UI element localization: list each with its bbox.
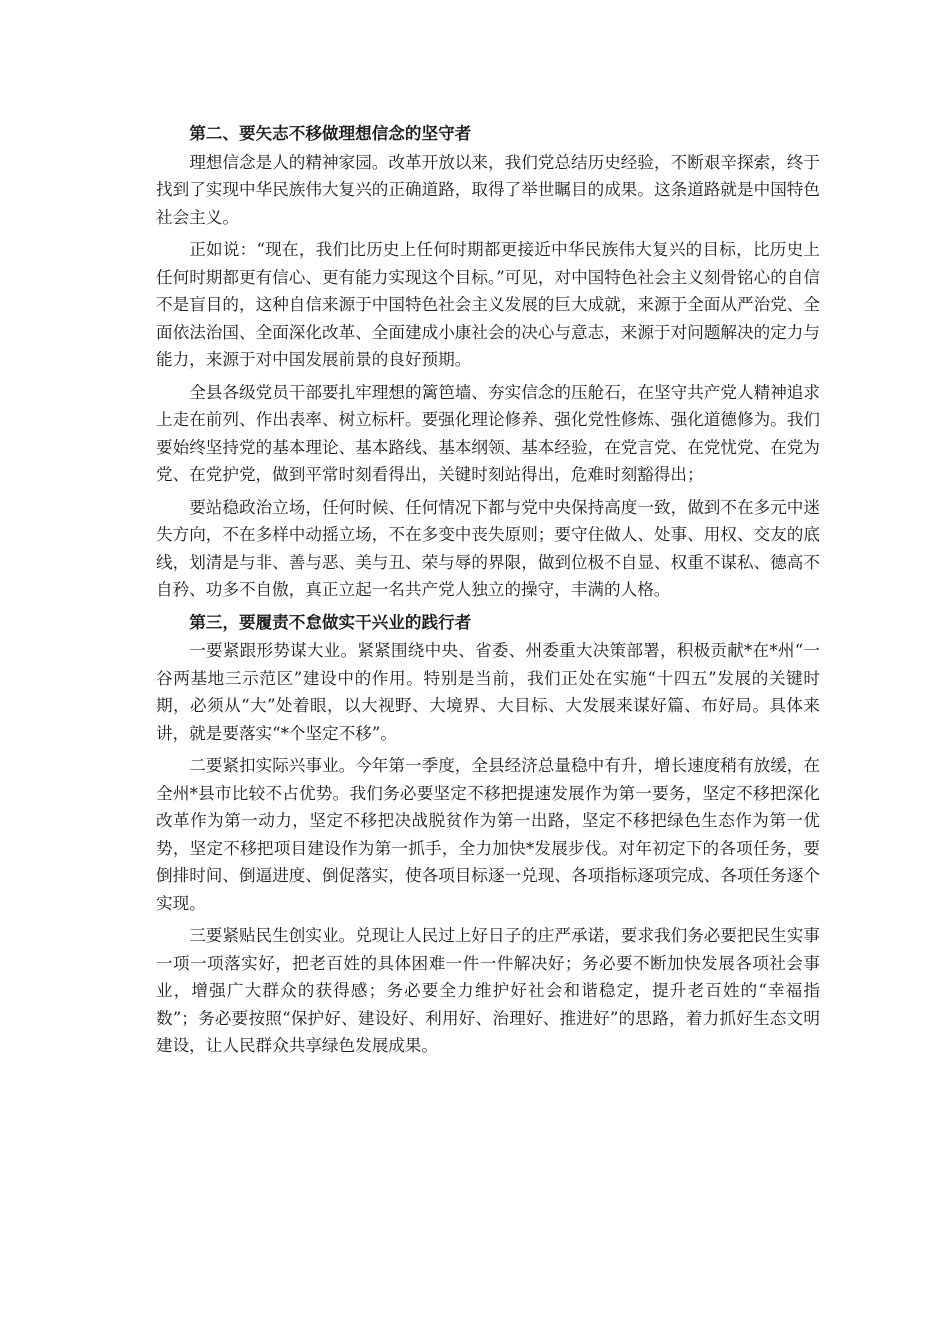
section-heading: 第三，要履责不怠做实干兴业的践行者 (189, 612, 472, 632)
paragraph: 一要紧跟形势谋大业。紧紧围绕中央、省委、州委重大决策部署，积极贡献*在*州“一谷两基地三示范区”建设中的作用。特别是当前，我们正处在实施“十四五”发展的关键时期，必须从“大”处着眼，以大视野、大境界、大目标、大发展来谋好篇、布好局。具体来讲，就是要落实“*个坚定不移”。 (156, 641, 820, 743)
paragraph: 全县各级党员干部要扎牢理想的篱笆墙、夯实信念的压舱石，在坚守共产党人精神追求上走在前列、作出表率、树立标杆。要强化理论修养、强化党性修炼、强化道德修为。我们要始终坚持党的基本理论、基本路线、基本纲领、基本经验，在党言党、在党忧党、在党为党、在党护党，做到平常时刻看得出，关键时刻站得出，危难时刻豁得出； (156, 382, 820, 484)
document-page (156, 120, 820, 1060)
paragraph: 正如说：“现在，我们比历史上任何时期都更接近中华民族伟大复兴的目标，比历史上任何时期都更有信心、更有能力实现这个目标。”可见，对中国特色社会主义刻骨铭心的自信不是盲目的，这种自信来源于中国特色社会主义发展的巨大成就，来源于全面从严治党、全面依法治国、全面深化改革、全面建成小康社会的决心与意志，来源于对问题解决的定力与能力，来源于对中国发展前景的良好预期。 (156, 240, 820, 369)
section-heading: 第二、要矢志不移做理想信念的坚守者 (189, 124, 472, 143)
paragraph: 理想信念是人的精神家园。改革开放以来，我们党总结历史经验，不断艰辛探索，终于找到了实现中华民族伟大复兴的正确道路，取得了举世瞩目的成果。这条道路就是中国特色社会主义。 (156, 152, 820, 227)
paragraph: 二要紧扣实际兴事业。今年第一季度，全县经济总量稳中有升，增长速度稍有放缓，在全州*县市比较不占优势。我们务必要坚定不移把提速发展作为第一要务，坚定不移把深化改革作为第一动力，坚定不移把决战脱贫作为第一出路，坚定不移把绿色生态作为第一优势，坚定不移把项目建设作为第一抓手，全力加快*发展步伐。对年初定下的各项任务，要倒排时间、倒逼进度、倒促落实，使各项目标逐一兑现、各项指标逐项完成、各项任务逐个实现。 (156, 756, 820, 913)
section-practice (156, 609, 820, 1060)
paragraph: 要站稳政治立场，任何时候、任何情况下都与党中央保持高度一致，做到不在多元中迷失方向，不在多样中动摇立场，不在多变中丧失原则；要守住做人、处事、用权、交友的底线，划清是与非、善与恶、美与丑、荣与辱的界限，做到位极不自显、权重不谋私、德高不自矜、功多不自傲，真正立起一名共产党人独立的操守，丰满的人格。 (156, 497, 820, 599)
section-ideals (156, 120, 820, 604)
paragraph: 三要紧贴民生创实业。兑现让人民过上好日子的庄严承诺，要求我们务必要把民生实事一项一项落实好，把老百姓的具体困难一件一件解决好；务必要不断加快发展各项社会事业，增强广大群众的获得感；务必要全力维护好社会和谐稳定，提升老百姓的“幸福指数”；务必要按照“保护好、建设好、利用好、治理好、推进好”的思路，着力抓好生态文明建设，让人民群众共享绿色发展成果。 (156, 926, 820, 1055)
